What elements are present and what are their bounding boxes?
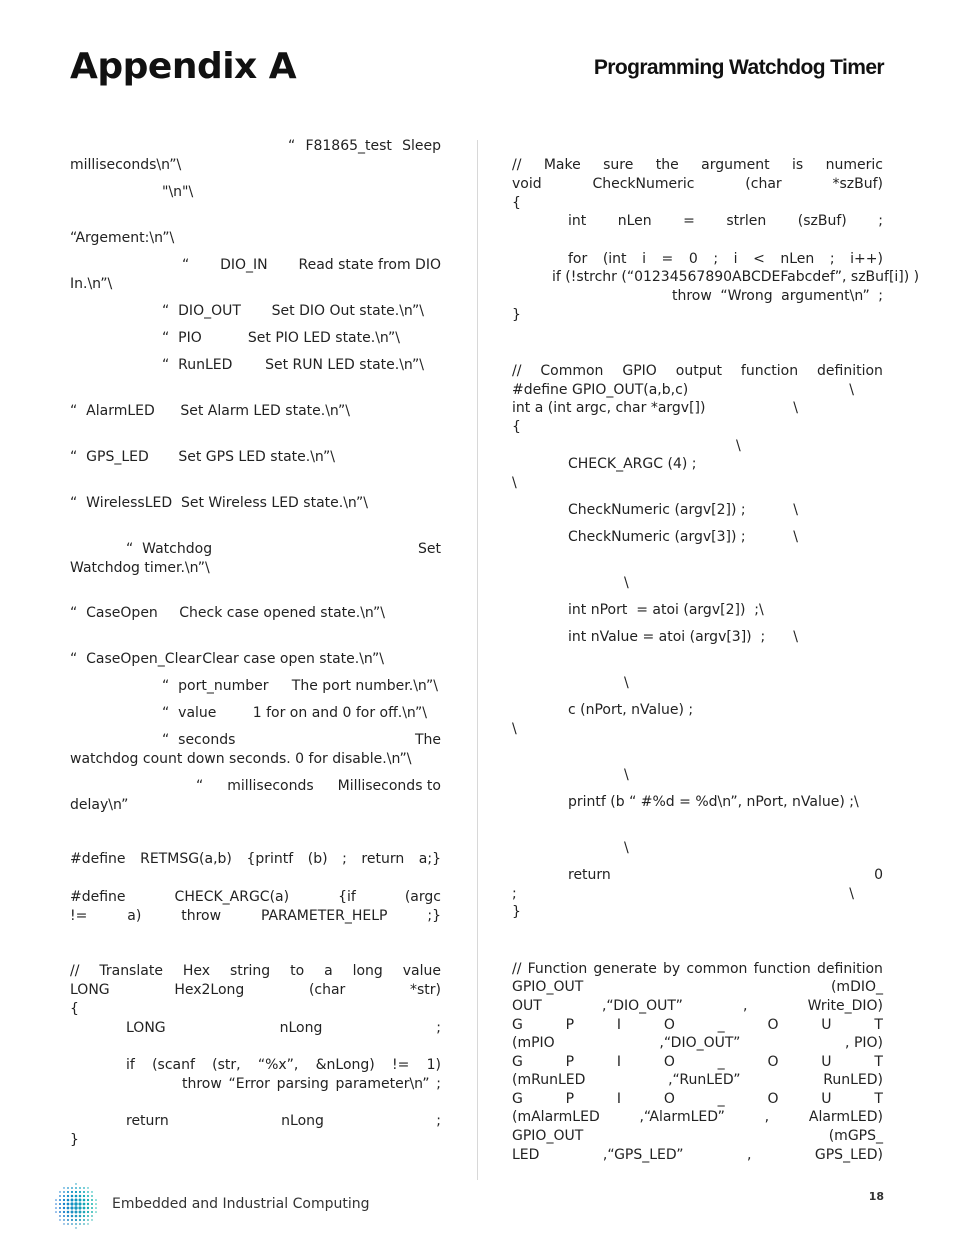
right-code-line <box>672 287 883 305</box>
left-code-line <box>70 796 128 814</box>
code-token: ,“AlarmLED” <box>639 1109 725 1125</box>
code-token: “ AlarmLED <box>70 403 155 419</box>
code-token: CheckNumeric (argv[3]) ; <box>568 529 746 545</box>
code-token: , <box>764 1109 770 1125</box>
code-token: Hex2Long <box>174 982 245 998</box>
code-token: (str, <box>212 1057 241 1073</box>
code-token: ; <box>829 251 835 267</box>
code-token: {printf <box>246 851 294 867</box>
code-token: = <box>661 251 674 267</box>
right-code-line <box>512 1034 883 1052</box>
right-code-line <box>568 601 764 619</box>
right-code-line <box>512 885 854 903</box>
right-code-line <box>568 212 883 230</box>
left-code-line <box>70 907 441 925</box>
right-code-line <box>512 474 517 492</box>
right-code-line <box>568 793 859 811</box>
code-token: U <box>821 1091 832 1107</box>
code-token: Hex <box>182 963 211 979</box>
code-token: throw <box>672 288 712 304</box>
page-number: 18 <box>868 1190 884 1203</box>
code-token: nLong <box>281 1113 324 1129</box>
right-code-line <box>512 1146 883 1164</box>
code-token: ,“GPS_LED” <box>602 1147 684 1163</box>
code-token: Translate <box>99 963 163 979</box>
left-code-line <box>70 962 441 980</box>
left-code-line <box>126 1112 441 1130</box>
code-token: parsing <box>276 1076 329 1092</box>
code-token: \ <box>793 629 798 645</box>
left-code-line <box>196 777 441 795</box>
right-code-line <box>568 455 696 473</box>
right-code-line <box>552 268 919 286</box>
code-token: I <box>616 1017 622 1033</box>
left-code-line <box>162 183 193 201</box>
code-token: function <box>740 363 799 379</box>
code-token: “%x”, <box>257 1057 299 1073</box>
code-token: {if <box>338 889 356 905</box>
code-token: “ value <box>162 705 217 721</box>
code-token: Set Wireless LED state.\n”\ <box>180 495 368 511</box>
code-token: watchdog count down seconds. 0 for disable.\n”\ <box>70 751 412 767</box>
code-token: a) <box>127 908 142 924</box>
left-code-line <box>126 1056 441 1074</box>
left-code-line <box>162 677 438 695</box>
code-token: “ port_number <box>162 678 269 694</box>
code-token: In.\n”\ <box>70 276 113 292</box>
code-token: 0 <box>688 251 698 267</box>
code-token: “ <box>288 138 296 154</box>
left-code-line <box>70 448 335 466</box>
code-token: return <box>361 851 405 867</box>
code-token: Check case opened state.\n”\ <box>179 605 385 621</box>
code-token: “Wrong <box>720 288 773 304</box>
code-token: by <box>663 961 681 977</box>
code-token: throw <box>182 1076 222 1092</box>
code-token: T <box>874 1091 883 1107</box>
code-token: GPIO_OUT <box>512 1128 584 1144</box>
code-token: Milliseconds to <box>337 778 441 794</box>
code-token: nLong <box>279 1020 323 1036</box>
code-token: long <box>352 963 383 979</box>
left-code-line <box>182 256 441 274</box>
code-token: a <box>324 963 333 979</box>
code-token: common <box>686 961 748 977</box>
code-token: #define <box>70 851 126 867</box>
code-token: } <box>512 904 521 920</box>
code-token: _ <box>717 1091 725 1107</box>
code-token: CHECK_ARGC(a) <box>174 889 290 905</box>
code-token: \ <box>512 721 517 737</box>
code-token: i++) <box>850 251 883 267</box>
code-token: \ <box>793 400 798 416</box>
left-code-line <box>70 981 441 999</box>
code-token: O <box>663 1017 675 1033</box>
code-token: c (nPort, nValue) ; <box>568 702 694 718</box>
code-token: \ <box>793 502 798 518</box>
left-code-line <box>162 731 441 749</box>
code-token: “ <box>182 257 190 273</box>
code-token: “ CaseOpen_Clear <box>70 651 202 667</box>
code-token: { <box>512 419 521 435</box>
code-token: CheckNumeric <box>592 176 695 192</box>
code-token: is <box>792 157 804 173</box>
code-token: \ <box>512 475 517 491</box>
left-code-line <box>70 156 181 174</box>
code-token: *str) <box>409 982 441 998</box>
code-token: Clear case open state.\n”\ <box>202 651 384 667</box>
code-token: Common <box>540 363 604 379</box>
right-code-line <box>512 903 521 921</box>
code-token: Read state from DIO <box>298 257 441 273</box>
right-code-line <box>568 501 798 519</box>
code-token: ; <box>436 1020 441 1036</box>
code-token: “ seconds <box>162 732 236 748</box>
code-token: // <box>512 961 522 977</box>
left-code-line <box>162 356 424 374</box>
code-token: i <box>733 251 738 267</box>
code-token: \ <box>793 529 798 545</box>
right-code-line <box>512 1016 883 1034</box>
right-code-line <box>736 437 741 455</box>
code-token: Write_DIO) <box>807 998 883 1014</box>
column-divider <box>477 140 478 1180</box>
right-code-line <box>512 1053 883 1071</box>
code-token: argument\n” <box>781 288 870 304</box>
code-token: GPS_LED) <box>814 1147 883 1163</box>
code-token: // <box>512 157 522 173</box>
code-token: a;} <box>418 851 441 867</box>
code-token: if (!strchr (“01234567890ABCDEFabcdef”, szBuf[i]) ) <box>552 269 920 285</box>
page-title: Appendix A <box>70 46 297 87</box>
code-token: 1 for on and 0 for off.\n”\ <box>252 705 427 721</box>
code-token: throw <box>181 908 222 924</box>
right-code-line <box>512 175 883 193</box>
code-token: delay\n” <box>70 797 129 813</box>
code-token: “ WirelessLED <box>70 495 173 511</box>
code-token: P <box>565 1017 575 1033</box>
code-token: , <box>743 998 748 1014</box>
code-token: O <box>767 1054 779 1070</box>
code-token: “ DIO_OUT <box>162 303 241 319</box>
code-token: “Argement:\n”\ <box>70 230 175 246</box>
code-token: RETMSG(a,b) <box>140 851 232 867</box>
code-token: ,“DIO_OUT” <box>601 998 683 1014</box>
left-code-line <box>162 704 427 722</box>
left-code-line <box>126 1019 441 1037</box>
code-token: \ <box>624 767 629 783</box>
code-token: int nPort = atoi (argv[2]) ;\ <box>568 602 764 618</box>
code-token: Set GPS LED state.\n”\ <box>178 449 335 465</box>
code-token: argument <box>701 157 770 173</box>
code-token: { <box>512 195 521 211</box>
code-token: value <box>402 963 441 979</box>
left-code-line <box>182 1075 441 1093</box>
code-token: definition <box>817 363 883 379</box>
right-code-line <box>512 306 521 324</box>
code-token: _ <box>717 1017 725 1033</box>
code-token: nLen <box>617 213 652 229</box>
code-token: (mRunLED <box>512 1072 586 1088</box>
code-token: GPIO_OUT <box>512 979 584 995</box>
left-code-line <box>70 850 441 868</box>
code-token: output <box>675 363 722 379</box>
code-token: } <box>512 307 521 323</box>
code-token: OUT <box>512 998 542 1014</box>
left-code-line <box>70 888 441 906</box>
left-code-line <box>70 750 412 768</box>
code-token: Set <box>418 541 441 557</box>
code-token: \ <box>736 438 741 454</box>
code-token: nLen <box>780 251 815 267</box>
code-token: The <box>414 732 441 748</box>
code-token: “ Watchdog <box>126 541 213 557</box>
right-code-line <box>512 1090 883 1108</box>
code-token: (argc <box>404 889 441 905</box>
code-token: F81865_test <box>305 138 392 154</box>
code-token: ;} <box>427 908 441 924</box>
code-token: i <box>642 251 646 267</box>
code-token: \ <box>849 886 854 902</box>
code-token: &nLong) <box>315 1057 375 1073</box>
code-token: ; <box>713 251 719 267</box>
code-token: (szBuf) <box>797 213 847 229</box>
code-token: \ <box>853 794 859 810</box>
code-token: P <box>565 1054 575 1070</box>
code-token: for <box>568 251 588 267</box>
right-code-line <box>512 399 798 417</box>
code-token: printf (b “ #%d = %d\n”, nPort, nValue) ; <box>568 794 854 810</box>
code-token: “Error <box>228 1076 270 1092</box>
code-token: numeric <box>825 157 883 173</box>
right-code-line <box>512 720 517 738</box>
code-token: (mAlarmLED <box>512 1109 600 1125</box>
right-code-line <box>512 1127 883 1145</box>
code-token: 0 <box>874 867 883 883</box>
code-token: LED <box>512 1147 540 1163</box>
company-logo-icon <box>48 1182 104 1230</box>
right-code-line <box>512 381 854 399</box>
code-token: AlarmLED) <box>808 1109 883 1125</box>
footer-text: Embedded and Industrial Computing <box>112 1196 370 1212</box>
code-token: PARAMETER_HELP <box>260 908 388 924</box>
code-token: CheckNumeric (argv[2]) ; <box>568 502 746 518</box>
code-token: ; <box>878 213 883 229</box>
code-token: *szBuf) <box>832 176 883 192</box>
code-token: G <box>512 1091 523 1107</box>
code-token: (char <box>308 982 346 998</box>
code-token: sure <box>603 157 634 173</box>
left-code-line <box>70 275 112 293</box>
left-code-line <box>70 494 368 512</box>
code-token: “ CaseOpen <box>70 605 158 621</box>
code-token: return <box>126 1113 169 1129</box>
right-code-line <box>568 250 883 268</box>
code-token: I <box>616 1054 622 1070</box>
left-code-line <box>162 329 400 347</box>
code-token: < <box>753 251 765 267</box>
code-token: (mGPS_ <box>828 1128 883 1144</box>
right-code-line <box>568 701 693 719</box>
code-token: the <box>655 157 679 173</box>
left-code-line <box>70 604 385 622</box>
code-token: CHECK_ARGC (4) ; <box>568 456 697 472</box>
code-token: definition <box>817 961 883 977</box>
code-token: T <box>874 1054 883 1070</box>
right-code-line <box>512 418 521 436</box>
code-token: U <box>821 1017 832 1033</box>
code-token: U <box>821 1054 832 1070</box>
right-code-line <box>624 674 629 692</box>
right-code-line <box>512 1071 883 1089</box>
code-token: Function <box>527 961 588 977</box>
right-code-line <box>512 362 883 380</box>
code-token: string <box>229 963 271 979</box>
code-token: ,“DIO_OUT” <box>659 1035 741 1051</box>
code-token: void <box>512 176 542 192</box>
code-token: Set Alarm LED state.\n”\ <box>180 403 350 419</box>
left-code-line <box>70 402 350 420</box>
code-token: ; <box>436 1113 441 1129</box>
code-token: #define GPIO_OUT(a,b,c) <box>512 382 689 398</box>
code-token: parameter\n” <box>335 1076 430 1092</box>
code-token: O <box>663 1054 675 1070</box>
right-code-line <box>624 839 629 857</box>
code-token: Set DIO Out state.\n”\ <box>271 303 424 319</box>
code-token: != <box>70 908 88 924</box>
code-token: “ RunLED <box>162 357 233 373</box>
code-token: P <box>565 1091 575 1107</box>
right-code-line <box>512 960 883 978</box>
code-token: milliseconds <box>227 778 314 794</box>
right-code-line <box>512 1108 883 1126</box>
right-code-line <box>568 628 798 646</box>
code-token: to <box>290 963 305 979</box>
code-token: (mDIO_ <box>830 979 883 995</box>
code-token: \ <box>624 575 629 591</box>
code-token: (char <box>745 176 782 192</box>
code-token: O <box>767 1091 779 1107</box>
left-code-line <box>70 650 384 668</box>
page-subtitle: Programming Watchdog Timer <box>593 56 884 79</box>
code-token: != <box>391 1057 410 1073</box>
code-token: T <box>874 1017 883 1033</box>
left-code-line <box>70 1131 79 1149</box>
code-token: Set PIO LED state.\n”\ <box>247 330 400 346</box>
left-code-line <box>162 302 424 320</box>
code-token: G <box>512 1017 523 1033</box>
code-token: “ PIO <box>162 330 202 346</box>
code-token: ,“RunLED” <box>668 1072 741 1088</box>
code-token: (mPIO <box>512 1035 555 1051</box>
code-token: generate <box>593 961 657 977</box>
code-token: ; <box>512 886 517 902</box>
code-token: milliseconds\n”\ <box>70 157 182 173</box>
code-token: GPIO <box>622 363 657 379</box>
code-token: if <box>126 1057 135 1073</box>
code-token: O <box>767 1017 779 1033</box>
right-code-line <box>512 997 883 1015</box>
code-token: The port number.\n”\ <box>291 678 438 694</box>
code-token: (scanf <box>152 1057 195 1073</box>
code-token: strlen <box>726 213 767 229</box>
code-token: #define <box>70 889 126 905</box>
left-code-line <box>70 1000 79 1018</box>
left-code-line <box>126 540 441 558</box>
code-token: "\n"\ <box>162 184 194 200</box>
code-token: int <box>568 213 587 229</box>
code-token: DIO_IN <box>220 257 268 273</box>
right-code-line <box>512 978 883 996</box>
code-token: int nValue = atoi (argv[3]) ; <box>568 629 766 645</box>
code-token: (int <box>602 251 627 267</box>
left-code-line <box>70 559 210 577</box>
right-code-line <box>568 528 798 546</box>
code-token: I <box>616 1091 622 1107</box>
code-token: // <box>512 363 522 379</box>
right-code-line <box>568 866 883 884</box>
code-token: RunLED) <box>823 1072 883 1088</box>
code-token: Sleep <box>402 138 441 154</box>
code-token: ; <box>342 851 347 867</box>
code-token: , <box>747 1147 752 1163</box>
code-token: ; <box>436 1076 441 1092</box>
code-token: _ <box>717 1054 725 1070</box>
right-code-line <box>512 194 521 212</box>
code-token: G <box>512 1054 523 1070</box>
code-token: \ <box>624 675 629 691</box>
left-code-line <box>70 229 174 247</box>
code-token: Set RUN LED state.\n”\ <box>265 357 424 373</box>
code-token: int a (int argc, char *argv[]) <box>512 400 706 416</box>
code-token: LONG <box>126 1020 166 1036</box>
code-token: O <box>663 1091 675 1107</box>
code-token: \ <box>624 840 629 856</box>
code-token: = <box>683 213 695 229</box>
code-token: “ GPS_LED <box>70 449 149 465</box>
right-code-line <box>624 766 629 784</box>
code-token: “ <box>196 778 204 794</box>
code-token: Make <box>543 157 581 173</box>
code-token: Watchdog timer.\n”\ <box>70 560 210 576</box>
code-token: \ <box>849 382 854 398</box>
code-token: LONG <box>70 982 110 998</box>
code-token: , PIO) <box>845 1035 883 1051</box>
left-code-line <box>288 137 441 155</box>
code-token: ; <box>878 288 883 304</box>
right-code-line <box>512 156 883 174</box>
right-code-line <box>624 574 629 592</box>
code-token: // <box>70 963 80 979</box>
code-token: (b) <box>307 851 328 867</box>
code-token: } <box>70 1132 79 1148</box>
code-token: return <box>568 867 611 883</box>
code-token: 1) <box>426 1057 441 1073</box>
code-token: { <box>70 1001 79 1017</box>
code-token: function <box>753 961 811 977</box>
